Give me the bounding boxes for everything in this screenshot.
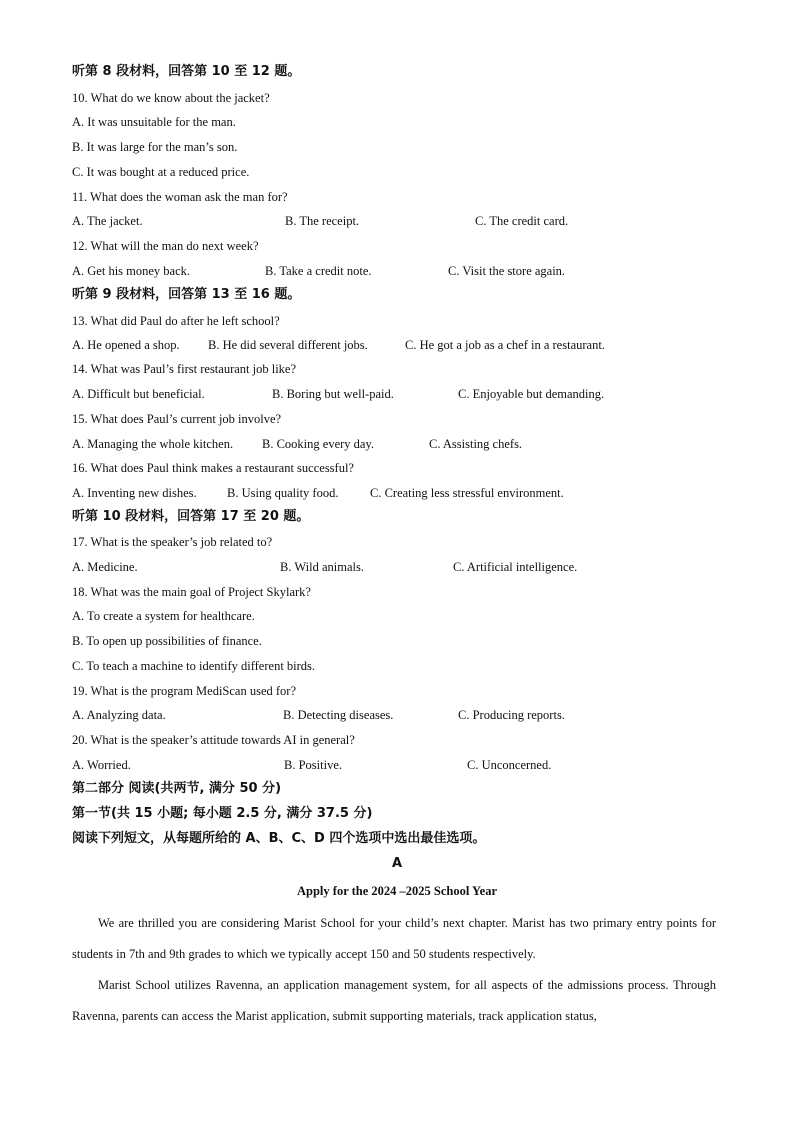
section-9-header: 听第 9 段材料，回答第 13 至 16 题。	[72, 287, 301, 302]
question-17-option-a: A. Medicine.	[72, 560, 138, 574]
question-18-option-b: B. To open up possibilities of finance.	[72, 634, 262, 648]
question-20-stem: 20. What is the speaker’s attitude towards AI in general?	[72, 733, 355, 747]
question-20-option-a: A. Worried.	[72, 758, 131, 772]
question-16-stem: 16. What does Paul think makes a restaurant successful?	[72, 461, 354, 475]
question-20-option-c: C. Unconcerned.	[467, 758, 552, 772]
question-12-option-c: C. Visit the store again.	[448, 264, 566, 278]
section-8-header: 听第 8 段材料，回答第 10 至 12 题。	[72, 64, 301, 79]
question-14-option-a: A. Difficult but beneficial.	[72, 387, 205, 401]
question-15-stem: 15. What does Paul’s current job involve?	[72, 412, 282, 426]
question-14-option-c: C. Enjoyable but demanding.	[458, 387, 605, 401]
passage-letter: A	[391, 856, 403, 871]
question-19-option-c: C. Producing reports.	[458, 708, 565, 722]
question-14-option-b: B. Boring but well-paid.	[272, 387, 394, 401]
question-10-option-b: B. It was large for the man’s son.	[72, 140, 238, 154]
question-11-option-c: C. The credit card.	[475, 214, 569, 228]
question-11-option-a: A. The jacket.	[72, 214, 143, 228]
question-20-option-b: B. Positive.	[284, 758, 342, 772]
question-17-stem: 17. What is the speaker’s job related to?	[72, 535, 273, 549]
question-18-stem: 18. What was the main goal of Project Skylark?	[72, 585, 311, 599]
question-16-option-a: A. Inventing new dishes.	[72, 486, 197, 500]
question-12-option-b: B. Take a credit note.	[265, 264, 372, 278]
question-15-option-c: C. Assisting chefs.	[429, 437, 523, 451]
question-19-stem: 19. What is the program MediScan used for?	[72, 684, 297, 698]
question-16-option-c: C. Creating less stressful environment.	[370, 486, 564, 500]
question-17-option-b: B. Wild animals.	[280, 560, 364, 574]
question-13-option-b: B. He did several different jobs.	[208, 338, 368, 352]
part-2-header: 第二部分 阅读(共两节, 满分 50 分)	[72, 781, 282, 796]
question-14-stem: 14. What was Paul’s first restaurant job like?	[72, 362, 297, 376]
question-19-option-a: A. Analyzing data.	[72, 708, 166, 722]
section-1-header: 第一节(共 15 小题; 每小题 2.5 分, 满分 37.5 分)	[72, 806, 373, 821]
passage-title: Apply for the 2024 –2025 School Year	[297, 884, 497, 898]
question-10-option-a: A. It was unsuitable for the man.	[72, 115, 236, 129]
question-11-stem: 11. What does the woman ask the man for?	[72, 190, 288, 204]
question-17-option-c: C. Artificial intelligence.	[453, 560, 578, 574]
question-16-option-b: B. Using quality food.	[227, 486, 339, 500]
question-10-option-c: C. It was bought at a reduced price.	[72, 165, 250, 179]
question-13-stem: 13. What did Paul do after he left school?	[72, 314, 280, 328]
passage-paragraph-2	[72, 970, 716, 1032]
reading-instruction: 阅读下列短文，从每题所给的 A、B、C、D 四个选项中选出最佳选项。	[72, 831, 486, 846]
question-15-option-b: B. Cooking every day.	[262, 437, 375, 451]
question-10-stem: 10. What do we know about the jacket?	[72, 91, 270, 105]
question-15-option-a: A. Managing the whole kitchen.	[72, 437, 234, 451]
question-12-stem: 12. What will the man do next week?	[72, 239, 259, 253]
passage-paragraph-1-text: We are thrilled you are considering Marist School for your child’s next chapter. Marist has two primary entry points for students in 7th and 9th grades to which we typically accept 150 and 50 students respectively.	[72, 916, 716, 961]
question-13-option-a: A. He opened a shop.	[72, 338, 180, 352]
question-18-option-a: A. To create a system for healthcare.	[72, 609, 255, 623]
passage-paragraph-2-text: Marist School utilizes Ravenna, an application management system, for all aspects of the admissions process. Through Ravenna, parents can access the Marist application, submit supporting materials, track application status,	[72, 978, 716, 1023]
question-13-option-c: C. He got a job as a chef in a restaurant.	[405, 338, 605, 352]
question-11-option-b: B. The receipt.	[285, 214, 360, 228]
passage-paragraph-1	[72, 908, 716, 970]
question-19-option-b: B. Detecting diseases.	[283, 708, 394, 722]
question-12-option-a: A. Get his money back.	[72, 264, 191, 278]
question-18-option-c: C. To teach a machine to identify different birds.	[72, 659, 316, 673]
section-10-header: 听第 10 段材料，回答第 17 至 20 题。	[72, 509, 310, 524]
